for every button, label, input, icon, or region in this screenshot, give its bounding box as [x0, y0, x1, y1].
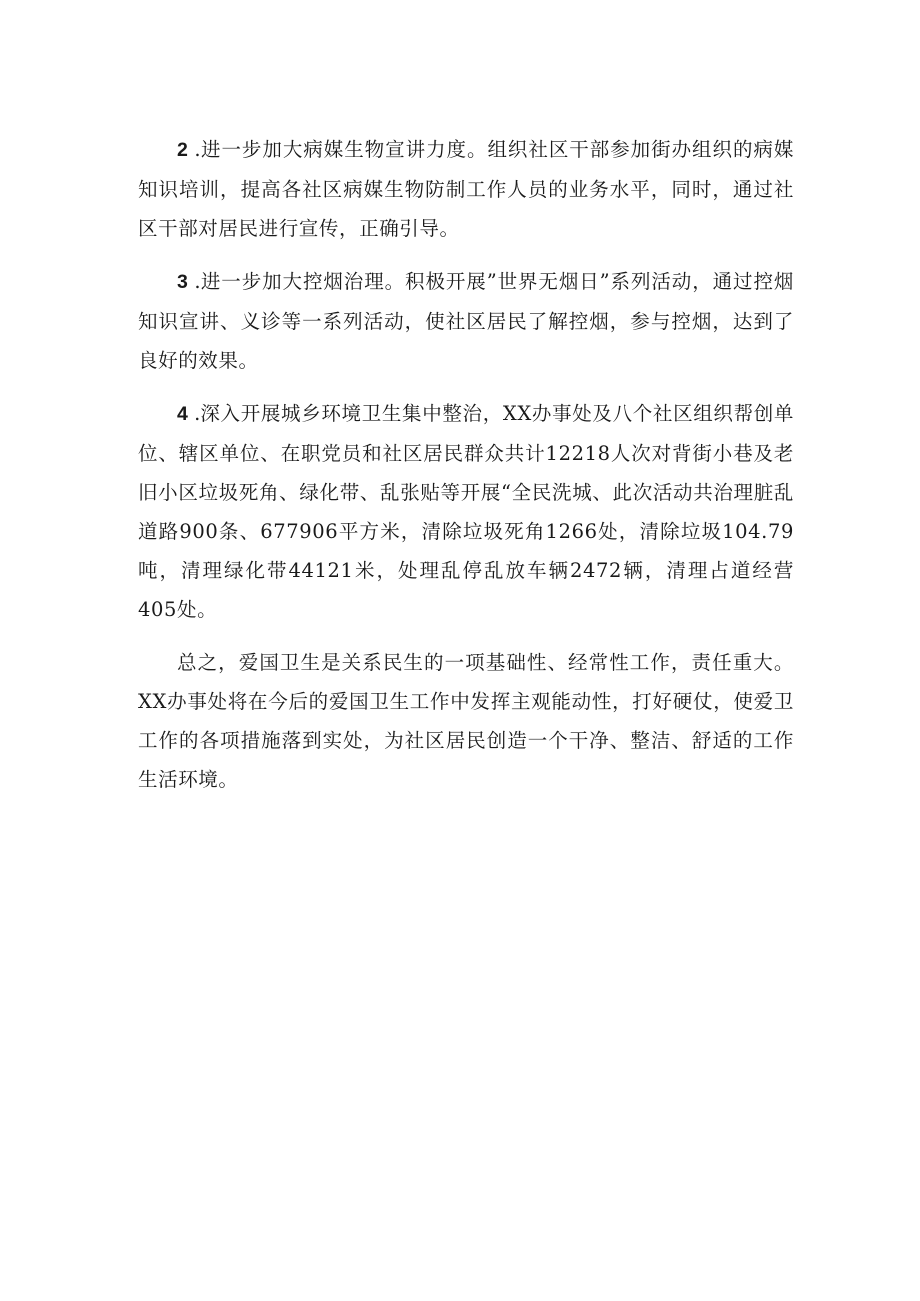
paragraph-text: 总之，爱国卫生是关系民生的一项基础性、经常性工作，责任重大。XX办事处将在今后的爱国卫生工作中发挥主观能动性，打好硬仗，使爱卫工作的各项措施落到实处，为社区居民创造一个干净、整洁、舒适的工作生活环境。 — [138, 651, 794, 791]
paragraph-item-3 — [138, 262, 794, 380]
paragraph-text: 进一步加大病媒生物宣讲力度。组织社区干部参加街办组织的病媒知识培训，提高各社区病媒生物防制工作人员的业务水平，同时，通过社区干部对居民进行宣传，正确引导。 — [138, 138, 794, 240]
paragraph-number: 3 — [177, 271, 188, 293]
number-separator: . — [187, 270, 201, 293]
document-body — [138, 130, 794, 813]
paragraph-number: 2 — [177, 139, 188, 161]
paragraph-summary — [138, 643, 794, 799]
paragraph-text: 进一步加大控烟治理。积极开展”世界无烟日”系列活动，通过控烟知识宣讲、义诊等一系列活动，使社区居民了解控烟，参与控烟，达到了良好的效果。 — [138, 270, 794, 372]
paragraph-number: 4 — [177, 403, 188, 425]
number-separator: . — [187, 138, 201, 161]
paragraph-text: 深入开展城乡环境卫生集中整治，XX办事处及八个社区组织帮创单位、辖区单位、在职党员和社区居民群众共计12218人次对背街小巷及老旧小区垃圾死角、绿化带、乱张贴等开展“全民洗城、此次活动共治理脏乱道路900条、677906平方米，清除垃圾死角1266处，清除垃圾104.79吨，清理绿化带44121米，处理乱停乱放车辆2472辆，清理占道经营405处。 — [138, 402, 794, 621]
number-separator: . — [187, 402, 201, 425]
paragraph-item-2 — [138, 130, 794, 248]
paragraph-item-4 — [138, 394, 794, 629]
